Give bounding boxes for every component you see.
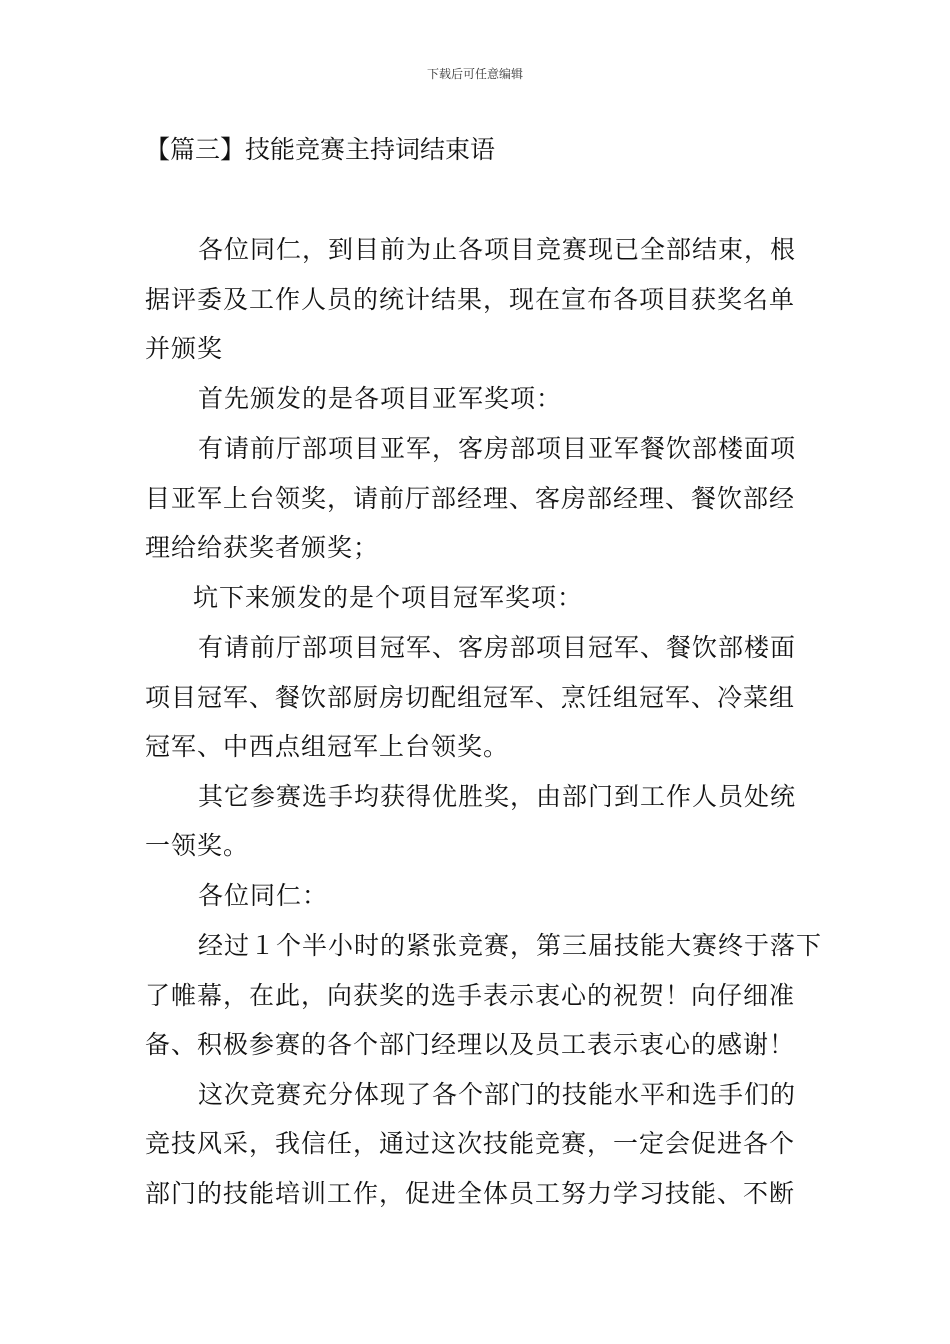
- paragraph-line: 竞技风采，我信任，通过这次技能竞赛，一定会促进各个: [145, 1129, 796, 1158]
- paragraph-line: 首先颁发的是各项目亚军奖项：: [198, 384, 563, 413]
- paragraph-line: 部门的技能培训工作，促进全体员工努力学习技能、不断: [145, 1179, 796, 1208]
- paragraph-line: 项目冠军、餐饮部厨房切配组冠军、烹饪组冠军、冷菜组: [145, 683, 796, 712]
- paragraph-line: 理给给获奖者颁奖；: [145, 533, 380, 562]
- paragraph-line: 了帷幕，在此，向获奖的选手表示衷心的祝贺！向仔细准: [145, 981, 796, 1010]
- paragraph-line: 据评委及工作人员的统计结果，现在宣布各项目获奖名单: [145, 285, 796, 314]
- paragraph-line: 这次竞赛充分体现了各个部门的技能水平和选手们的: [198, 1080, 797, 1109]
- document-title: 【篇三】技能竞赛主持词结束语: [145, 135, 496, 164]
- paragraph-line: 一领奖。: [145, 831, 250, 860]
- paragraph-line: 备、积极参赛的各个部门经理以及员工表示衷心的感谢！: [145, 1030, 796, 1059]
- paragraph-line: 坑下来颁发的是个项目冠军奖项：: [193, 583, 584, 612]
- paragraph-line: 有请前厅部项目冠军、客房部项目冠军、餐饮部楼面: [198, 633, 797, 662]
- paragraph-line: 其它参赛选手均获得优胜奖，由部门到工作人员处统: [198, 782, 797, 811]
- page-header-note: 下载后可任意编辑: [426, 67, 523, 81]
- paragraph-line: 冠军、中西点组冠军上台领奖。: [145, 732, 510, 761]
- paragraph-line: 并颁奖: [145, 334, 224, 363]
- paragraph-line: 各位同仁：: [198, 881, 329, 910]
- paragraph-line: 目亚军上台领奖，请前厅部经理、客房部经理、餐饮部经: [145, 484, 796, 513]
- paragraph-line: 有请前厅部项目亚军，客房部项目亚军餐饮部楼面项: [198, 434, 797, 463]
- paragraph-line: 各位同仁，到目前为止各项目竞赛现已全部结束，根: [198, 235, 797, 264]
- paragraph-line: 经过１个半小时的紧张竞赛，第三届技能大赛终于落下: [198, 931, 823, 960]
